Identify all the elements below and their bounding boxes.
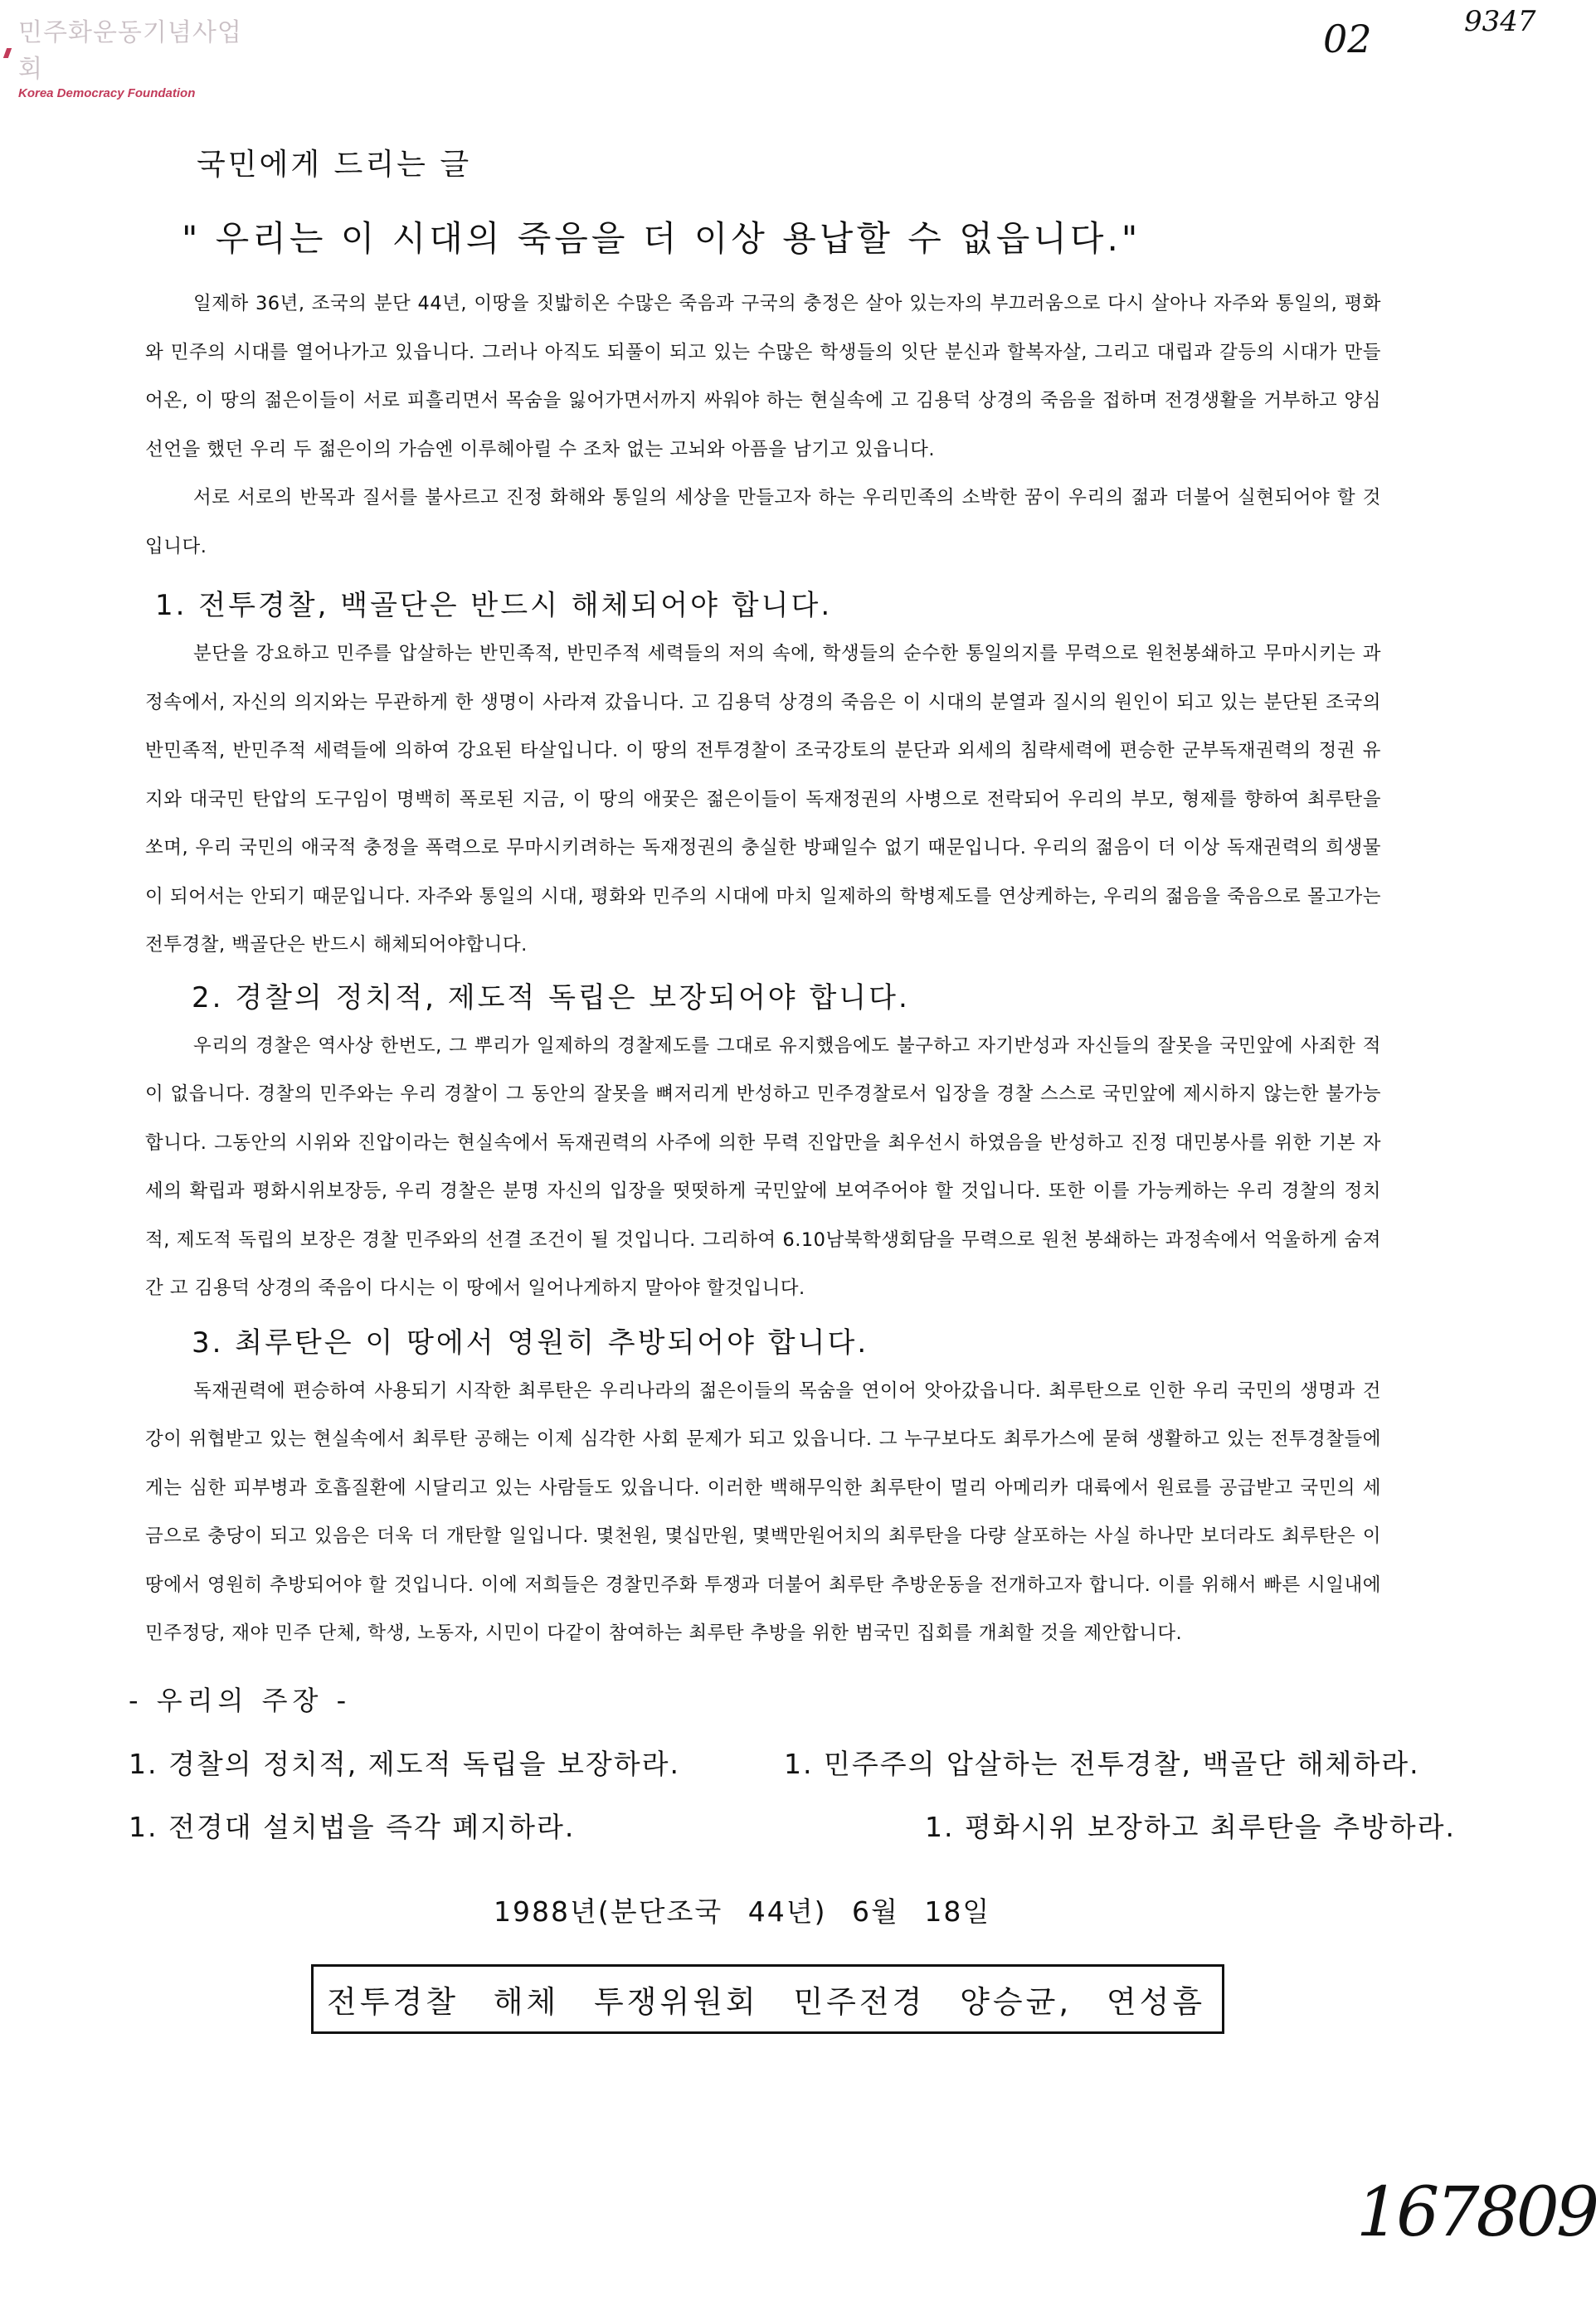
watermark-korean: 민주화운동기념사업회 — [18, 18, 242, 84]
document-body — [129, 141, 1456, 2034]
claims-heading: - 우리의 주장 - — [129, 1684, 352, 1716]
document-headline: " 우리는 이 시대의 죽음을 더 이상 용납할 수 없읍니다." — [182, 218, 1141, 259]
claim-item: 1. 평화시위 보장하고 최루탄을 추방하라. — [925, 1810, 1456, 1843]
document-title: 국민에게 드리는 글 — [197, 148, 472, 182]
section-heading: 3. 최루탄은 이 땅에서 영원히 추방되어야 합니다. — [192, 1326, 869, 1360]
claim-item: 1. 민주주의 압살하는 전투경찰, 백골단 해체하라. — [784, 1747, 1420, 1780]
intro-paragraph: 서로 서로의 반목과 질서를 불사르고 진정 화해와 통일의 세상을 만들고자 하는 우리민족의 소박한 꿈이 우리의 젊과 더불어 실현되어야 할 것입니다. — [145, 487, 1381, 557]
section-paragraph: 우리의 경찰은 역사상 한번도, 그 뿌리가 일제하의 경찰제도를 그대로 유지했음에도 불구하고 자기반성과 자신들의 잘못을 국민앞에 사죄한 적이 없읍니다. 경찰의 민주와는 우리 경찰이 그 동안의 잘못을 뼈저리게 반성하고 민주경찰로서 입장을 경찰 스스로 국민앞에 제시하지 않는한 불가능합니다. 그동안의 시위와 진압이라는 현실속에서 독재권력의 사주에 의한 무력 진압만을 최우선시 하였음을 반성하고 진정 대민봉사를 위한 기본 자세의 확립과 평화시위보장등, 우리 경찰은 분명 자신의 입장을 떳떳하게 국민앞에 보여주어야 할 것입니다. 또한 이를 가능케하는 우리 경찰의 정치적, 제도적 독립의 보장은 경찰 민주와의 선결 조건이 될 것입니다. 그리하여 6.10남북학생회담을 무력으로 원천 봉쇄하는 과정속에서 억울하게 숨져간 고 김용덕 상경의 죽음이 다시는 이 땅에서 일어나게하지 말아야 할것입니다. — [145, 1034, 1381, 1299]
handwritten-stamp-number: 167809 — [1356, 2173, 1596, 2252]
document-date: 1988년(분단조국 44년) 6월 18일 — [494, 1895, 991, 1928]
intro-paragraph: 일제하 36년, 조국의 분단 44년, 이땅을 짓밟히온 수많은 죽음과 구국의 충정은 살아 있는자의 부끄러움으로 다시 살아나 자주와 통일의, 평화와 민주의 시대를 열어나가고 있읍니다. 그러나 아직도 되풀이 되고 있는 수많은 학생들의 잇단 분신과 할복자살, 그리고 대립과 갈등의 시대가 만들어온, 이 땅의 젊은이들이 서로 피흘리면서 목숨을 잃어가면서까지 싸워야 하는 현실속에 고 김용덕 상경의 죽음을 접하며 전경생활을 거부하고 양심선언을 했던 우리 두 젊은이의 가슴엔 이루헤아릴 수 조차 없는 고뇌와 아픔을 남기고 있읍니다. — [145, 293, 1381, 460]
handwritten-page-number: 02 — [1323, 17, 1372, 61]
claims-list — [129, 1733, 1456, 1859]
handwritten-document-id: 9347 — [1464, 5, 1536, 38]
section-heading: 2. 경찰의 정치적, 제도적 독립은 보장되어야 합니다. — [192, 980, 910, 1014]
claim-item: 1. 경찰의 정치적, 제도적 독립을 보장하라. — [129, 1747, 680, 1780]
section-heading: 1. 전투경찰, 백골단은 반드시 해체되어야 합니다. — [155, 589, 833, 622]
claim-item: 1. 전경대 설치법을 즉각 폐지하라. — [129, 1810, 576, 1843]
section-paragraph: 독재권력에 편승하여 사용되기 시작한 최루탄은 우리나라의 젊은이들의 목숨을 연이어 앗아갔읍니다. 최루탄으로 인한 우리 국민의 생명과 건강이 위협받고 있는 현실속에서 최루탄 공해는 이제 심각한 사회 문제가 되고 있읍니다. 그 누구보다도 최루가스에 묻혀 생활하고 있는 전투경찰들에게는 심한 피부병과 호흡질환에 시달리고 있는 사람들도 있읍니다. 이러한 백해무익한 최루탄이 멀리 아메리카 대륙에서 원료를 공급받고 국민의 세금으로 충당이 되고 있음은 더욱 더 개탄할 일입니다. 몇천원, 몇십만원, 몇백만원어치의 최루탄을 다량 살포하는 사실 하나만 보더라도 최루탄은 이 땅에서 영원히 추방되어야 할 것입니다. 이에 저희들은 경찰민주화 투쟁과 더불어 최루탄 추방운동을 전개하고자 합니다. 이를 위해서 빠른 시일내에 민주정당, 재야 민주 단체, 학생, 노동자, 시민이 다같이 참여하는 최루탄 추방을 위한 범국민 집회를 개최할 것을 제안합니다. — [145, 1379, 1381, 1644]
watermark-english: Korea Democracy Foundation — [18, 86, 196, 100]
foundation-watermark — [0, 12, 265, 100]
signature-box: 전투경찰 해체 투쟁위원회 민주전경 양승균, 연성흠 — [311, 1964, 1224, 2034]
section-paragraph: 분단을 강요하고 민주를 압살하는 반민족적, 반민주적 세력들의 저의 속에, 학생들의 순수한 통일의지를 무력으로 원천봉쇄하고 무마시키는 과정속에서, 자신의 의지와는 무관하게 한 생명이 사라져 갔읍니다. 고 김용덕 상경의 죽음은 이 시대의 분열과 질시의 원인이 되고 있는 분단된 조국의 반민족적, 반민주적 세력들에 의하여 강요된 타살입니다. 이 땅의 전투경찰이 조국강토의 분단과 외세의 침략세력에 편승한 군부독재권력의 정권 유지와 대국민 탄압의 도구임이 명백히 폭로된 지금, 이 땅의 애꿎은 젊은이들이 독재정권의 사병으로 전락되어 우리의 부모, 형제를 향하여 최루탄을 쏘며, 우리 국민의 애국적 충정을 폭력으로 무마시키려하는 독재정권의 충실한 방패일수 없기 때문입니다. 우리의 젊음이 더 이상 독재권력의 희생물이 되어서는 안되기 때문입니다. 자주와 통일의 시대, 평화와 민주의 시대에 마치 일제하의 학병제도를 연상케하는, 우리의 젊음을 죽음으로 몰고가는 전투경찰, 백골단은 반드시 해체되어야합니다. — [145, 643, 1381, 956]
